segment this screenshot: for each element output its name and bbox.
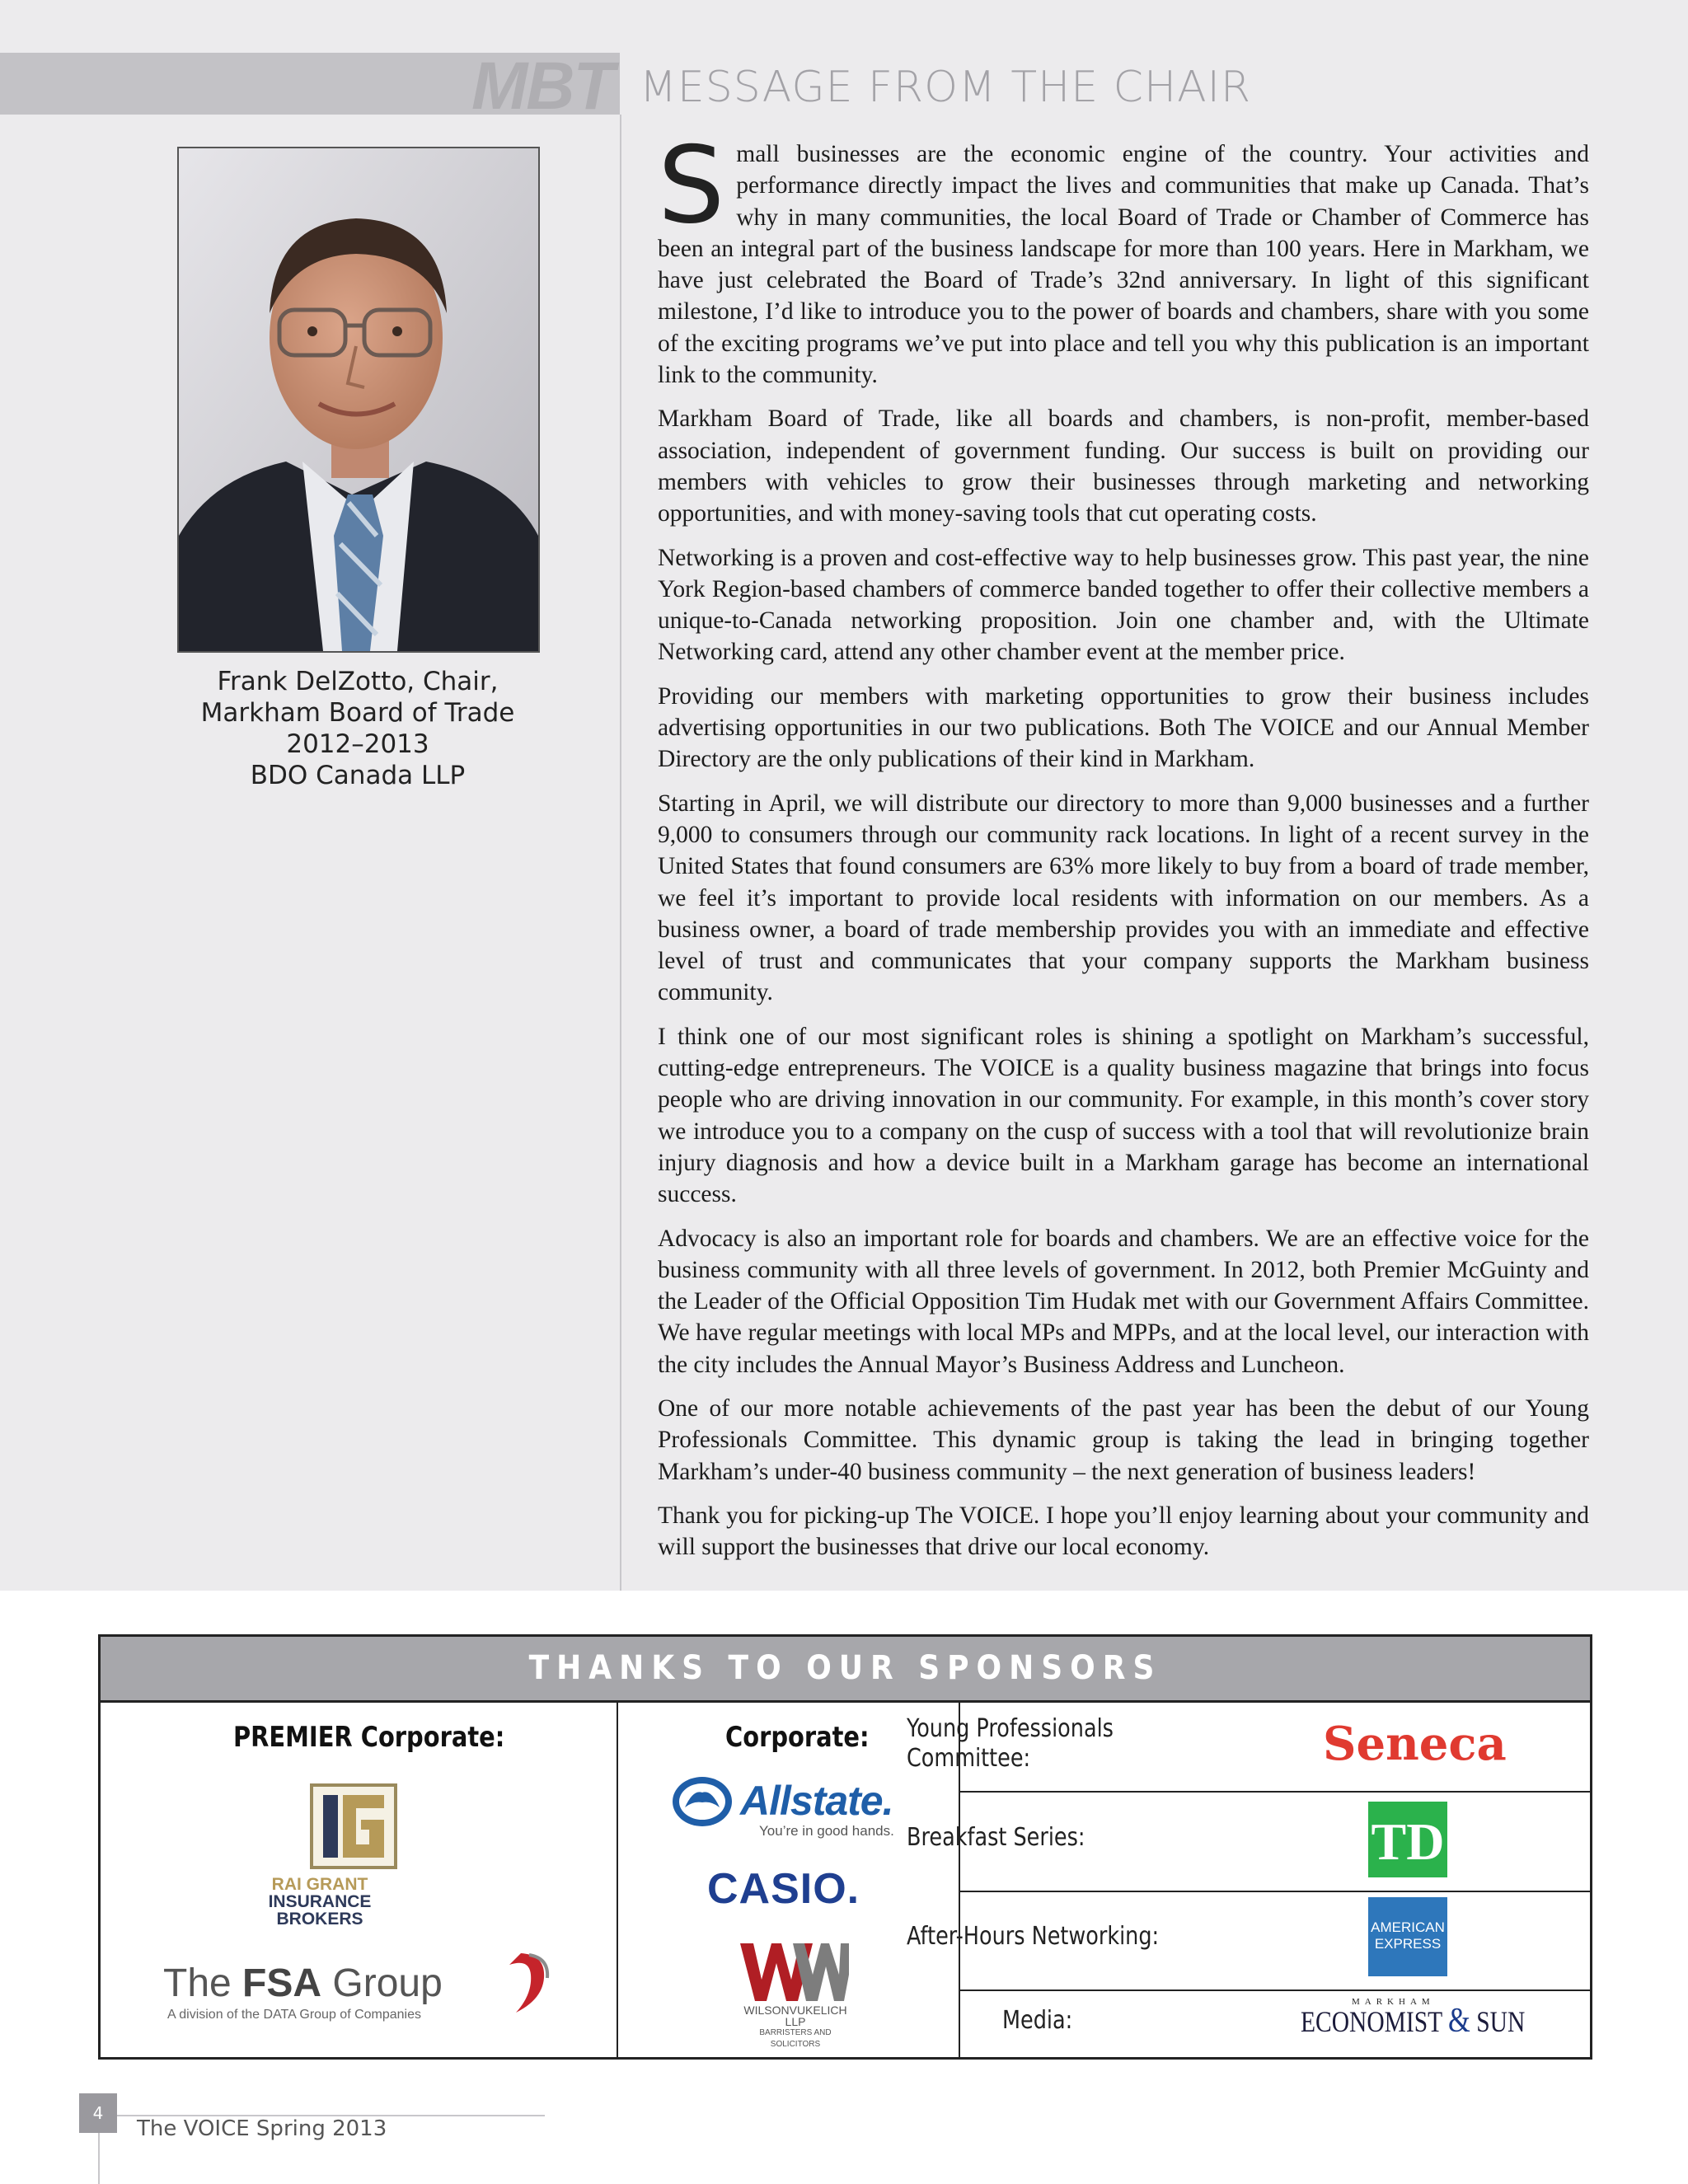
fsa-group-logo: [163, 1963, 443, 2004]
paragraph-text: mall businesses are the economic engine of the country. Your activities and performance directly impact the lives and communities that make up Canada. That’s why in many communities, the local Board of Trade or Chamber of Commerce has been an integral part of the business landscape for more than 100 years. Here in Markham, we have just celebrated the Board of Trade’s 32nd anniversary. In light of this significant milestone, I’d like to introduce you to the power of boards and chambers, share with you some of the exciting programs we’ve put into place and tell you why this publication is an important link to the community.: [658, 141, 1589, 389]
wordmark-line: WILSONVUKELICH LLP: [743, 2004, 847, 2028]
article-paragraph: Networking is a proven and cost-effective way to help businesses grow. This past year, the nine York Region-based chambers of commerce banded together to offer their collective members a unique-to-Canada networking proposition. Join one chamber and, with the Ultimate Networking card, attend any other chamber event at the member price.: [658, 544, 1589, 666]
corporate-heading: Corporate:: [725, 1721, 870, 1754]
footer-publication: The VOICE Spring 2013: [137, 2116, 387, 2141]
wordmark-line: INSURANCE: [268, 1892, 372, 1911]
wordmark-part: Group: [321, 1961, 443, 2005]
caption-line: Frank DelZotto, Chair,: [217, 667, 499, 696]
article-paragraph: One of our more notable achievements of the past year has been the debut of our Young Professionals Committee. This dynamic group is taking the lead in bringing together Markham’s under-40 business community – the next generation of business leaders!: [658, 1394, 1589, 1485]
label-line: Young Professionals: [907, 1714, 1114, 1743]
fsa-group-tagline: A division of the DATA Group of Companies: [167, 2008, 422, 2022]
sponsor-column-divider: [617, 1703, 618, 2057]
wordmark-part: SUN: [1470, 2005, 1526, 2038]
sponsor-row-divider: [960, 1791, 1590, 1793]
allstate-hands-icon: [672, 1776, 733, 1831]
article-paragraph: Providing our members with marketing opportunities to grow their business includes advertising opportunities in our two publications. Both The VOICE and our Annual Member Directory are the only publications of their kind in Markham.: [658, 682, 1589, 773]
wordmark-line: BARRISTERS AND SOLICITORS: [759, 2028, 832, 2049]
rai-grant-wordmark: [213, 1876, 427, 1928]
wordmark-part: ECONOMIST: [1301, 2005, 1449, 2038]
td-letters: TD: [1371, 1812, 1445, 1871]
wordmark-part: &: [1448, 2002, 1470, 2040]
rai-grant-logo: [310, 1783, 397, 1873]
page-number: 4: [79, 2093, 117, 2133]
td-logo: [1368, 1802, 1447, 1882]
wordmark-part: The: [163, 1961, 243, 2005]
premier-corporate-heading: PREMIER Corporate:: [233, 1721, 505, 1754]
chair-portrait: [177, 147, 540, 653]
portrait-illustration: [179, 148, 538, 651]
wilson-vukelich-wordmark: [734, 2004, 857, 2050]
sponsor-row-divider: [960, 1891, 1590, 1892]
economist-masthead-small: MARKHAM: [1352, 1997, 1435, 2007]
caption-line: Markham Board of Trade: [200, 698, 515, 728]
photo-caption: [107, 666, 608, 791]
amex-line: EXPRESS: [1374, 1936, 1442, 1952]
wordmark-part: FSA: [242, 1961, 322, 2005]
fsa-swoosh-icon: [504, 1950, 554, 2020]
casio-logo: CASIO.: [707, 1865, 860, 1913]
page-title: MESSAGE FROM THE CHAIR: [640, 63, 1252, 112]
wilson-vukelich-mark-icon: [738, 1942, 851, 2007]
sponsor-row-label: Media:: [1002, 2006, 1073, 2035]
seneca-logo: Seneca: [1323, 1717, 1507, 1771]
article-paragraph: Markham Board of Trade, like all boards and chambers, is non-profit, member-based association, independent of government funding. Our success is built on providing our members with vehicles to grow their businesses through marketing and networking opportunities, and with money-saving tools that cut operating costs.: [658, 405, 1589, 527]
article-paragraph: Starting in April, we will distribute our directory to more than 9,000 businesses and a further 9,000 to consumers through our community rack locations. In light of a recent survey in the United States that found consumers are 63% more likely to buy from a board of trade member, we feel it’s important to provide local residents with information on our members. As a business owner, a board of trade membership provides you with an immediate and effective level of trust and communicates that your company supports the Markham business community.: [658, 790, 1589, 1006]
sponsor-row-label: [907, 1714, 1114, 1774]
article-paragraph: Thank you for picking-up The VOICE. I hope you’ll enjoy learning about your community and will support the businesses that drive our local economy.: [658, 1502, 1589, 1561]
sponsors-heading: THANKS TO OUR SPONSORS: [101, 1637, 1590, 1703]
rai-grant-mark-icon: [310, 1783, 397, 1869]
caption-line: 2012–2013: [286, 729, 429, 759]
article-paragraph: [658, 124, 1589, 391]
article-paragraph: I think one of our most significant roles is shining a spotlight on Markham’s successful, cutting-edge entrepreneurs. The VOICE is a quality business magazine that brings into focus people who are driving innovation in our community. For example, in this month’s cover story we introduce you to a company on the cusp of success with a tool that will revolutionize brain injury diagnosis and how a device built in a Markham garage has become an international success.: [658, 1023, 1589, 1208]
amex-line: AMERICAN: [1371, 1919, 1445, 1935]
sponsor-row-divider: [960, 1990, 1590, 1991]
allstate-tagline: You’re in good hands.: [759, 1823, 894, 1839]
economist-sun-logo: [1301, 2004, 1525, 2038]
wordmark-line: RAI GRANT: [271, 1875, 368, 1894]
article-body: [658, 124, 1589, 1575]
american-express-logo: [1368, 1897, 1447, 1980]
column-divider: [620, 115, 621, 1591]
sponsor-row-label: After-Hours Networking:: [907, 1922, 1160, 1951]
caption-line: BDO Canada LLP: [250, 761, 466, 790]
wordmark-line: BROKERS: [276, 1910, 363, 1929]
sponsor-row-label: Breakfast Series:: [907, 1823, 1085, 1852]
mbt-logo: MBT: [471, 49, 613, 124]
label-line: Committee:: [907, 1744, 1031, 1773]
article-paragraph: Advocacy is also an important role for boards and chambers. We are an effective voice for the business community with all three levels of government. In 2012, both Premier McGuinty and the Leader of the Official Opposition Tim Hudak met with our Government Affairs Committee. We have regular meetings with local MPs and MPPs, and at the local level, our interaction with the city includes the Annual Mayor’s Business Address and Luncheon.: [658, 1225, 1589, 1378]
allstate-wordmark: Allstate.: [740, 1778, 893, 1824]
drop-cap: S: [658, 124, 725, 247]
